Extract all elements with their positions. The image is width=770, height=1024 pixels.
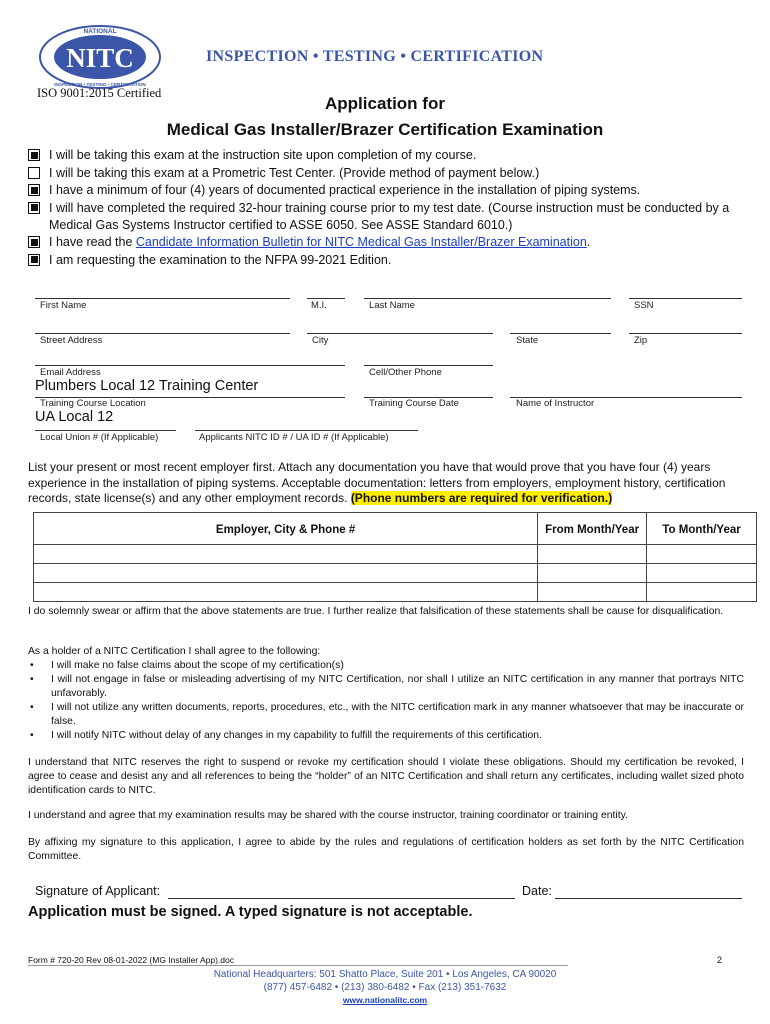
checkbox-checked[interactable] [28, 254, 40, 266]
iso-certification: ISO 9001:2015 Certified [37, 86, 162, 100]
checklist-item: I have a minimum of four (4) years of documented practical experience in the installation of piping systems. [28, 182, 748, 199]
from-cell[interactable] [538, 583, 647, 602]
email-field[interactable] [35, 365, 345, 366]
to-cell[interactable] [647, 545, 757, 564]
swear-statement: I do solemnly swear or affirm that the above statements are true. I further realize that falsification of these statements shall be cause for disqualification. [28, 606, 724, 617]
phone-required-highlight: (Phone numbers are required for verification.) [350, 491, 613, 505]
revoke-statement: I understand that NITC reserves the right to suspend or revoke my certification should I violate these obligations. Should my certification be revoked, I agree to cease and desist any and all references to being the “holder” of an NITC Certification and shall return any certificates, including wallet sized photo identification cards to NITC. [28, 757, 744, 796]
applicant-id-field[interactable] [195, 430, 418, 431]
email-label: Email Address [40, 367, 101, 378]
employer-cell[interactable] [34, 564, 538, 583]
svg-text:NATIONAL: NATIONAL [83, 28, 117, 35]
from-cell[interactable] [538, 545, 647, 564]
holder-intro: As a holder of a NITC Certification I shall agree to the following: [28, 646, 321, 657]
checkbox-checked[interactable] [28, 184, 40, 196]
checklist-item: I have read the Candidate Information Bulletin for NITC Medical Gas Installer/Brazer Examination. [28, 234, 748, 251]
share-statement: I understand and agree that my examination results may be shared with the course instructor, training coordinator or training entity. [28, 810, 628, 821]
list-item: • I will notify NITC without delay of any changes in my capability to fulfill the requirements of this certification. [30, 730, 542, 741]
mi-label: M.I. [311, 300, 327, 311]
signature-warning: Application must be signed. A typed signature is not acceptable. [28, 904, 473, 920]
checklist-item: I am requesting the examination to the NFPA 99-2021 Edition. [28, 252, 748, 269]
first-name-label: First Name [40, 300, 87, 311]
state-field[interactable] [510, 333, 611, 334]
candidate-bulletin-link[interactable]: Candidate Information Bulletin for NITC Medical Gas Installer/Brazer Examination [135, 235, 587, 250]
to-cell[interactable] [647, 564, 757, 583]
last-name-label: Last Name [369, 300, 415, 311]
applicant-id-label: Applicants NITC ID # / UA ID # (If Applicable) [199, 432, 389, 443]
list-item: • I will not engage in false or misleading advertising of my NITC Certification, nor shall I utilize an NITC certification in any manner that portrays NITC unfavorably. [30, 674, 744, 699]
page-title-line2: Medical Gas Installer/Brazer Certification Examination [166, 120, 604, 139]
first-name-field[interactable] [35, 298, 290, 299]
signature-field[interactable] [168, 898, 515, 899]
ssn-label: SSN [634, 300, 654, 311]
checkbox-checked[interactable] [28, 149, 40, 161]
checkbox-unchecked[interactable] [28, 167, 40, 179]
cell-phone-label: Cell/Other Phone [369, 367, 442, 378]
hq-address: National Headquarters: 501 Shatto Place, Suite 201 • Los Angeles, CA 90020 [213, 969, 557, 980]
employment-instructions: List your present or most recent employer first. Attach any documentation you have that would prove that you have four (4) years experience in the installation of piping systems. Acceptable documentation: letters from employers, employment history, certification records, state license(s) and any other employment records. (Phone numbers are required for verification.) [28, 460, 726, 505]
table-row [34, 583, 757, 602]
training-date-label: Training Course Date [369, 398, 459, 409]
date-field[interactable] [555, 898, 742, 899]
training-location-value[interactable]: Plumbers Local 12 Training Center [35, 378, 259, 394]
employer-cell[interactable] [34, 545, 538, 564]
requirements-checklist [28, 147, 748, 270]
checklist-item: I will be taking this exam at a Prometric Test Center. (Provide method of payment below.) [28, 165, 748, 182]
page-title-line1: Application for [325, 94, 445, 113]
tagline: INSPECTION • TESTING • CERTIFICATION [206, 48, 544, 65]
employment-table [33, 512, 757, 602]
instructor-label: Name of Instructor [516, 398, 595, 409]
street-address-field[interactable] [35, 333, 290, 334]
list-item: • I will make no false claims about the scope of my certification(s) [30, 660, 344, 671]
local-union-label: Local Union # (If Applicable) [40, 432, 159, 443]
svg-text:INSPECTION • TESTING • CERTIFI: INSPECTION • TESTING • CERTIFICATION [54, 82, 146, 87]
holder-agreement [28, 645, 744, 743]
table-row [34, 564, 757, 583]
checklist-item: I will have completed the required 32-hour training course prior to my test date. (Course instruction must be conducted by a Medical Gas Systems Instructor certified to ASSE 6050. See ASSE Standard 6010.) [28, 200, 748, 234]
state-label: State [516, 335, 539, 346]
hq-phone: (877) 457-6482 • (213) 380-6482 • Fax (213) 351-7632 [263, 982, 507, 993]
checkbox-checked[interactable] [28, 202, 40, 214]
affix-statement: By affixing my signature to this application, I agree to abide by the rules and regulations of certification holders as set forth by the NITC Certification Committee. [28, 837, 744, 862]
form-id: Form # 720-20 Rev 08-01-2022 (MG Installer App).doc [28, 955, 234, 965]
page-number: 2 [717, 955, 723, 965]
mi-field[interactable] [307, 298, 345, 299]
training-location-label: Training Course Location [40, 398, 146, 409]
checkbox-checked[interactable] [28, 236, 40, 248]
local-union-field[interactable] [35, 430, 176, 431]
svg-text:NITC: NITC [66, 43, 134, 73]
list-item: • I will not utilize any written documents, reports, procedures, etc., with the NITC certification mark in any manner whatsoever that may be inaccurate or false. [30, 702, 744, 727]
local-union-value[interactable]: UA Local 12 [35, 409, 114, 425]
last-name-field[interactable] [364, 298, 611, 299]
city-field[interactable] [307, 333, 493, 334]
footer-divider [28, 965, 568, 966]
ssn-field[interactable] [629, 298, 742, 299]
checklist-item: I will be taking this exam at the instruction site upon completion of my course. [28, 147, 748, 164]
table-row [34, 545, 757, 564]
table-header-row [34, 513, 757, 545]
cell-phone-field[interactable] [364, 365, 493, 366]
signature-label: Signature of Applicant: [35, 884, 161, 898]
to-column-header: To Month/Year [647, 513, 757, 545]
date-label: Date: [522, 884, 552, 898]
to-cell[interactable] [647, 583, 757, 602]
website-link[interactable]: www.nationalitc.com [342, 995, 428, 1005]
zip-label: Zip [634, 335, 648, 346]
street-address-label: Street Address [40, 335, 103, 346]
from-cell[interactable] [538, 564, 647, 583]
city-label: City [312, 335, 329, 346]
employer-cell[interactable] [34, 583, 538, 602]
employer-column-header: Employer, City & Phone # [34, 513, 538, 545]
from-column-header: From Month/Year [538, 513, 647, 545]
zip-field[interactable] [629, 333, 742, 334]
nitc-logo [38, 24, 162, 90]
